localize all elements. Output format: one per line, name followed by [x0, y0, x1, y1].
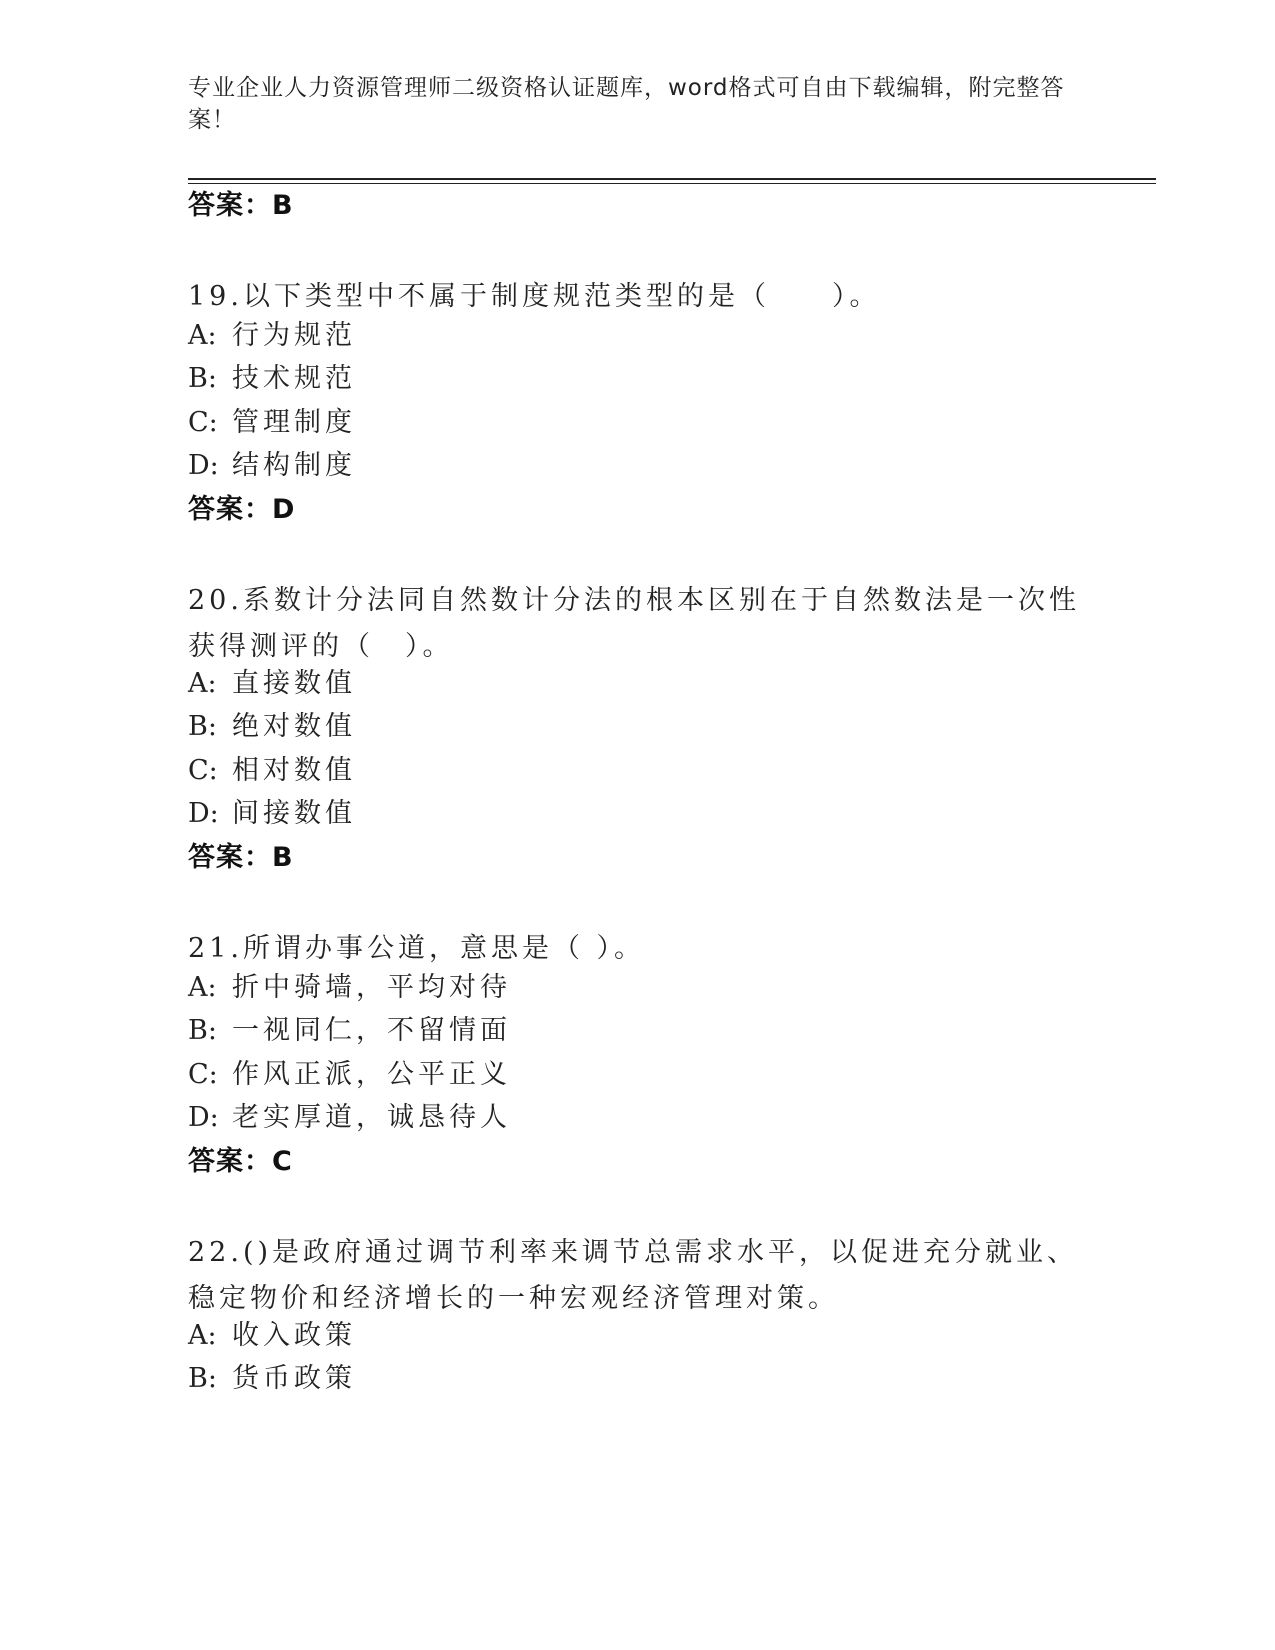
question-20-option-c: [188, 753, 356, 789]
page-header: 专业企业人力资源管理师二级资格认证题库，word格式可自由下载编辑，附完整答案！: [188, 75, 1065, 133]
option-text: 行为规范: [232, 320, 356, 351]
option-text: 作风正派，公平正义: [232, 1059, 511, 1090]
question-20-stem: 20.系数计分法同自然数计分法的根本区别在于自然数法是一次性获得测评的（ ）。: [188, 585, 1080, 662]
option-text: 绝对数值: [232, 711, 356, 742]
option-letter: C:: [188, 407, 218, 438]
question-21-option-a: [188, 970, 511, 1006]
option-text: 管理制度: [232, 407, 356, 438]
question-22-option-b: [188, 1361, 356, 1397]
option-text: 收入政策: [232, 1320, 356, 1351]
option-letter: D:: [188, 798, 219, 829]
question-19-answer: 答案：D: [188, 494, 296, 525]
previous-answer: 答案：B: [188, 190, 294, 221]
question-20-option-b: [188, 709, 356, 745]
option-letter: B:: [188, 363, 217, 394]
option-letter: A:: [188, 1320, 217, 1351]
question-19-option-b: [188, 361, 356, 397]
question-22-option-a: [188, 1318, 356, 1354]
question-21-option-b: [188, 1013, 511, 1049]
question-21-option-c: [188, 1057, 511, 1093]
option-letter: B:: [188, 1015, 217, 1046]
option-text: 间接数值: [232, 798, 356, 829]
question-19-stem: 19.以下类型中不属于制度规范类型的是（ ）。: [188, 281, 881, 312]
option-letter: A:: [188, 972, 217, 1003]
header-rule-thin: [188, 183, 1156, 184]
option-text: 相对数值: [232, 755, 356, 786]
question-19-option-a: [188, 318, 356, 354]
question-20-option-a: [188, 666, 356, 702]
question-19-option-d: [188, 448, 356, 484]
option-letter: A:: [188, 320, 217, 351]
option-letter: D:: [188, 1102, 219, 1133]
option-letter: A:: [188, 668, 217, 699]
option-letter: B:: [188, 711, 217, 742]
question-21-option-d: [188, 1100, 511, 1136]
option-text: 技术规范: [232, 363, 356, 394]
question-21-answer: 答案：C: [188, 1146, 293, 1177]
option-letter: C:: [188, 755, 218, 786]
option-letter: C:: [188, 1059, 218, 1090]
question-21-stem: 21.所谓办事公道，意思是（ ）。: [188, 933, 646, 964]
option-text: 老实厚道，诚恳待人: [232, 1102, 511, 1133]
option-text: 货币政策: [232, 1363, 356, 1394]
header-rule-thick: [188, 178, 1156, 180]
question-20-option-d: [188, 796, 356, 832]
option-letter: D:: [188, 450, 219, 481]
option-text: 折中骑墙，平均对待: [232, 972, 511, 1003]
question-20-answer: 答案：B: [188, 842, 294, 873]
question-22-stem: 22.()是政府通过调节利率来调节总需求水平，以促进充分就业、稳定物价和经济增长的一种宏观经济管理对策。: [188, 1237, 1079, 1314]
option-letter: B:: [188, 1363, 217, 1394]
option-text: 结构制度: [232, 450, 356, 481]
question-19-option-c: [188, 405, 356, 441]
option-text: 直接数值: [232, 668, 356, 699]
option-text: 一视同仁，不留情面: [232, 1015, 511, 1046]
